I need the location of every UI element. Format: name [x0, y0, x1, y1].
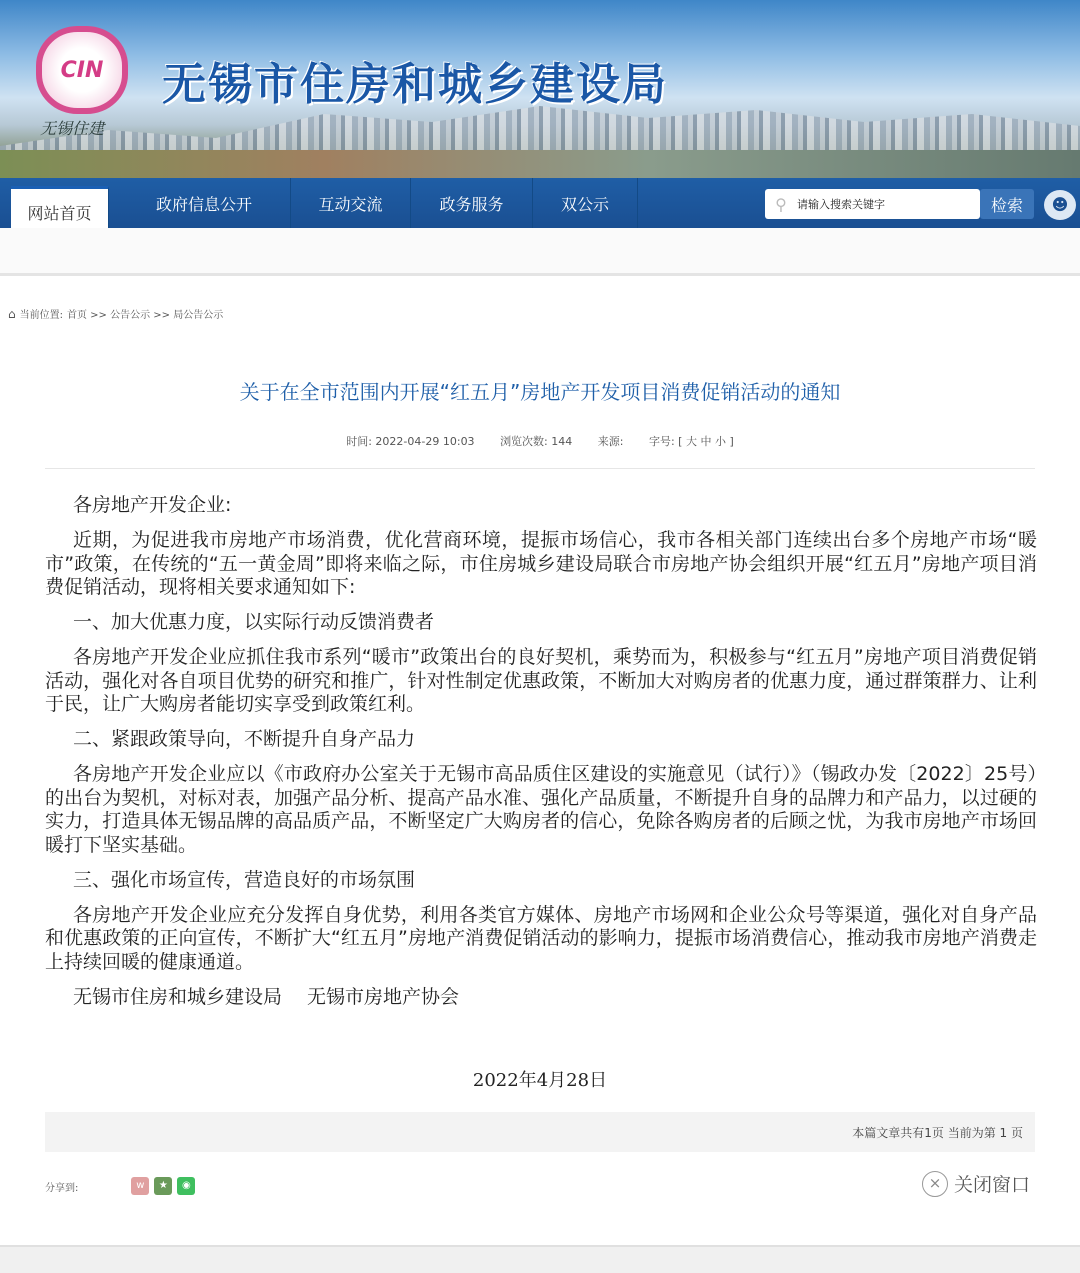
section-heading: 一、加大优惠力度，以实际行动反馈消费者	[73, 611, 435, 633]
site-banner	[0, 0, 1080, 178]
nav-gov-info[interactable]: 政府信息公开	[118, 178, 291, 228]
close-label: 关闭窗口	[954, 1174, 1031, 1196]
search-button[interactable]: 检索	[980, 189, 1034, 219]
section-heading: 二、紧跟政策导向，不断提升自身产品力	[73, 728, 416, 750]
source: 来源:	[597, 435, 624, 448]
signature: 无锡市住房和城乡建设局 无锡市房地产协会	[73, 985, 460, 1008]
article-meta	[0, 433, 1080, 449]
font-size-control[interactable]: 字号: [ 大 中 小 ]	[648, 435, 734, 448]
search-box	[765, 189, 980, 219]
wechat-icon[interactable]: ◉	[177, 1177, 195, 1195]
breadcrumb-path[interactable]: 首页 >> 公告公示 >> 局公告公示	[67, 310, 224, 321]
paragraph: 近期，为促进我市房地产市场消费，优化营商环境，提振市场信心，我市各相关部门连续出台多个房地产市场“暖市”政策，在传统的“五一黄金周”即将来临之际，市住房城乡建设局联合市房地产协会组织开展“红五月”房地产项目消费促销活动，现将相关要求通知如下:	[45, 529, 1037, 598]
nav-interaction[interactable]: 互动交流	[291, 178, 411, 228]
section-heading: 三、强化市场宣传，营造良好的市场氛围	[73, 868, 416, 891]
footer	[0, 1245, 1080, 1273]
view-count: 浏览次数: 144	[500, 435, 573, 448]
divider	[45, 468, 1035, 469]
site-logo[interactable]: CIN	[36, 26, 128, 114]
nav-double-publicity[interactable]: 双公示	[533, 178, 638, 228]
banner-strip	[0, 228, 1080, 276]
breadcrumb-label: 当前位置:	[19, 310, 63, 321]
nav-services[interactable]: 政务服务	[411, 178, 533, 228]
publish-time: 时间: 2022-04-29 10:03	[346, 435, 475, 448]
search-input[interactable]	[797, 198, 972, 211]
paragraph: 各房地产开发企业应抓住我市系列“暖市”政策出台的良好契机，乘势而为，积极参与“红五月”房地产项目消费促销活动，强化对各自项目优势的研究和推广，针对性制定优惠政策，不断加大对购房者的优惠力度，通过群策群力、让利于民，让广大购房者能切实享受到政策红利。	[45, 646, 1037, 715]
salutation: 各房地产开发企业:	[73, 494, 232, 516]
weibo-icon[interactable]: w	[131, 1177, 149, 1195]
qzone-icon[interactable]: ★	[154, 1177, 172, 1195]
paragraph: 各房地产开发企业应以《市政府办公室关于无锡市高品质住区建设的实施意见（试行）》（锡政办发〔2022〕25号）的出台为契机，对标对表，加强产品分析、提高产品水准、强化产品质量，不断提升自身的品牌力和产品力，以过硬的实力，打造具体无锡品牌的高品质产品，不断坚定广大购房者的信心，免除各购房者的后顾之忧，为我市房地产市场回暖打下坚实基础。	[45, 763, 1037, 856]
paragraph: 各房地产开发企业应充分发挥自身优势，利用各类官方媒体、房地产市场网和企业公众号等渠道，强化对自身产品和优惠政策的正向宣传，不断扩大“红五月”房地产消费促销活动的影响力，提振市场消费信心，推动我市房地产消费走上持续回暖的健康通道。	[45, 903, 1037, 973]
pager: 本篇文章共有1页 当前为第 1 页	[45, 1112, 1035, 1152]
share-bar	[45, 1177, 195, 1195]
article-title: 关于在全市范围内开展“红五月”房地产开发项目消费促销活动的通知	[239, 380, 841, 404]
close-window-button[interactable]	[922, 1170, 1030, 1197]
breadcrumb	[8, 306, 223, 321]
nav-home[interactable]: 网站首页	[11, 186, 109, 236]
share-label: 分享到:	[45, 1182, 79, 1194]
robot-assistant-icon[interactable]: ☻	[1044, 190, 1076, 220]
search-icon: ⚲	[775, 194, 787, 214]
home-icon: ⌂	[8, 306, 16, 321]
river-image	[0, 150, 1080, 178]
close-icon: ×	[922, 1171, 948, 1197]
logo-subtitle: 无锡住建	[40, 119, 105, 138]
site-title: 无锡市住房和城乡建设局	[162, 59, 668, 110]
article-date: 2022年4月28日	[472, 1070, 608, 1091]
article-body	[45, 494, 1037, 1021]
